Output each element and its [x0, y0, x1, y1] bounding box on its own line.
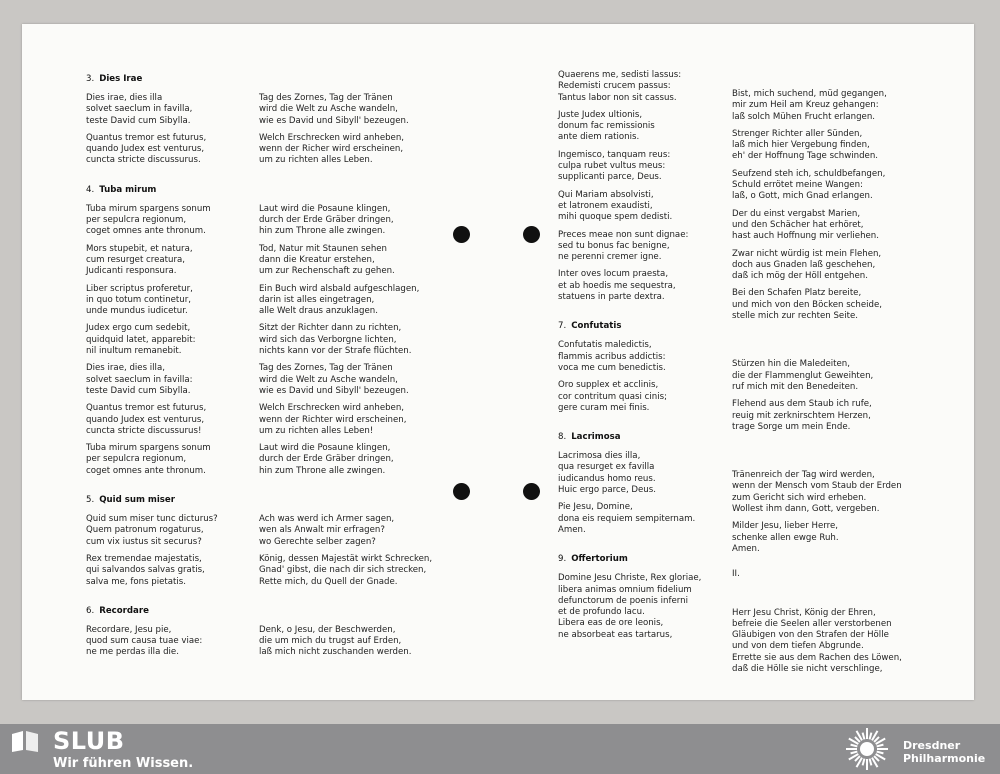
text-section	[558, 70, 730, 303]
verse-stanza: Tuba mirum spargens sonum per sepulcra regionum, coget omnes ante thronum.	[86, 443, 211, 476]
text-section	[732, 70, 922, 322]
sun-ray	[855, 737, 860, 742]
section-title: Offertorium	[571, 554, 628, 565]
verse-stanza: Quid sum miser tunc dicturus? Quem patronum rogaturus, cum vix iustus sit securus?	[86, 514, 218, 547]
section-heading	[259, 185, 439, 196]
verse-stanza: Juste Judex ultionis, donum fac remissionis ante diem rationis.	[558, 109, 655, 143]
section-title: Quid sum miser	[99, 495, 175, 506]
sun-ray	[874, 737, 879, 742]
verse-stanza: Der du einst vergabst Marien, und den Schächer hat erhöret, hast auch Hoffnung mir verliehen.	[732, 208, 879, 242]
verse-stanza: Tag des Zornes, Tag der Tränen wird die Welt zu Asche wandeln, wie es David und Sibyll' bezeugen.	[259, 363, 409, 396]
text-section	[558, 432, 730, 536]
section-number: 9.	[558, 554, 567, 565]
verse-stanza: Oro supplex et acclinis, cor contritum quasi cinis; gere curam mei finis.	[558, 380, 667, 413]
sun-ray	[877, 752, 884, 754]
verse-stanza: Pie Jesu, Domine, dona eis requiem sempiternam. Amen.	[558, 502, 696, 535]
verse-stanza: Quaerens me, sedisti lassus: Redemisti crucem passus: Tantus labor non sit cassus.	[558, 70, 682, 103]
verse-stanza: Tränenreich der Tag wird werden, wenn der Mensch vom Staub der Erden zum Gericht sich wird erheben. Wollest ihm dann, Gott, vergeben.	[732, 470, 902, 515]
verse-stanza: Liber scriptus proferetur, in quo totum continetur, unde mundus iudicetur.	[86, 283, 193, 317]
verse-stanza: Preces meae non sunt dignae: sed tu bonus fac benigne, ne perenni cremer igne.	[558, 229, 689, 263]
section-heading	[558, 554, 730, 565]
verse-stanza: Seufzend steh ich, schuldbefangen, Schuld errötet meine Wangen: laß, o Gott, mich Gnad erlangen.	[732, 168, 886, 202]
punch-hole	[523, 483, 540, 500]
sun-ray	[870, 759, 872, 766]
punch-hole	[453, 226, 470, 243]
sun-ray	[855, 756, 860, 761]
sun-ray	[874, 756, 879, 761]
text-section	[86, 495, 256, 588]
text-section	[86, 606, 256, 659]
verse-stanza: Ingemisco, tanquam reus: culpa rubet vultus meus: supplicanti parce, Deus.	[558, 149, 671, 183]
text-section	[259, 606, 439, 659]
section-heading	[558, 432, 730, 443]
text-section	[732, 589, 922, 676]
text-section	[259, 74, 439, 167]
verse-stanza: König, dessen Majestät wirkt Schrecken, Gnad' gibst, die nach dir sich strecken, Rette mich, du Quell der Gnade.	[259, 553, 433, 587]
verse-stanza: Dies irae, dies illa, solvet saeclum in favilla: teste David cum Sibylla.	[86, 363, 193, 396]
section-number: 7.	[558, 321, 567, 332]
verse-stanza: Mors stupebit, et natura, cum resurget creatura, Judicanti responsura.	[86, 243, 193, 277]
right-page-german-column	[732, 70, 922, 693]
left-page-german-column	[259, 74, 439, 677]
verse-stanza: Quantus tremor est futurus, quando Judex est venturus, cuncta stricte discussurus.	[86, 132, 207, 166]
section-heading	[732, 340, 922, 351]
section-number: 3.	[86, 74, 95, 84]
sun-ray	[851, 752, 858, 754]
sun-ray	[851, 745, 858, 747]
footer-bar	[0, 724, 1000, 774]
verse-stanza: Dies irae, dies illa solvet saeclum in favilla, teste David cum Sibylla.	[86, 93, 193, 126]
philharmonie-sun-logo	[840, 726, 894, 772]
verse-stanza: Laut wird die Posaune klingen, durch der Erde Gräber dringen, hin zum Throne alle zwingen.	[259, 443, 394, 476]
verse-stanza: Laut wird die Posaune klingen, durch der Erde Gräber dringen, hin zum Throne alle zwingen.	[259, 203, 394, 237]
verse-stanza: Tuba mirum spargens sonum per sepulcra regionum, coget omnes ante thronum.	[86, 203, 211, 237]
verse-stanza: Stürzen hin die Maledeiten, die der Flammenglut Geweihten, ruf mich mit den Benedeiten.	[732, 359, 874, 392]
verse-stanza: Flehend aus dem Staub ich rufe, reuig mit zerknirschtem Herzen, trage Sorge um mein Ende.	[732, 399, 872, 432]
section-title: Confutatis	[571, 321, 622, 332]
verse-stanza: Zwar nicht würdig ist mein Flehen, doch aus Gnaden laß geschehen, daß ich mög der Höll entgehen.	[732, 248, 882, 282]
verse-stanza: Tod, Natur mit Staunen sehen dann die Kreatur erstehen, um zur Rechenschaft zu gehen.	[259, 243, 395, 277]
verse-stanza: Lacrimosa dies illa, qua resurget ex favilla iudicandus homo reus. Huic ergo parce, Deus.	[558, 451, 656, 496]
slub-book-icon	[10, 730, 40, 752]
verse-stanza: Milder Jesu, lieber Herre, schenke allen ewge Ruh. Amen.	[732, 521, 839, 554]
verse-stanza: Bei den Schafen Platz bereite, und mich von den Böcken scheide, stelle mich zur rechten Seite.	[732, 288, 882, 322]
program-sheet	[22, 24, 974, 700]
punch-hole	[453, 483, 470, 500]
verse-stanza: Tag des Zornes, Tag der Tränen wird die Welt zu Asche wandeln, wie es David und Sibyll' bezeugen.	[259, 93, 409, 126]
text-section	[732, 340, 922, 433]
sun-ray	[877, 745, 884, 747]
verse-stanza: Confutatis maledictis, flammis acribus addictis: voca me cum benedictis.	[558, 340, 666, 373]
section-heading	[86, 606, 256, 617]
verse-stanza: Inter oves locum praesta, et ab hoedis me sequestra, statuens in parte dextra.	[558, 269, 676, 303]
verse-stanza: Sitzt der Richter dann zu richten, wird sich das Verborgne lichten, nichts kann vor der Strafe flüchten.	[259, 323, 412, 357]
verse-stanza: Denk, o Jesu, der Beschwerden, die um mich du trugst auf Erden, laß mich nicht zuschanden werden.	[259, 624, 412, 658]
section-heading	[86, 185, 256, 196]
section-heading	[732, 589, 922, 600]
text-section	[732, 451, 922, 580]
section-heading	[259, 606, 439, 617]
verse-stanza: Qui Mariam absolvisti, et latronem exaudisti, mihi quoque spem dedisti.	[558, 189, 673, 223]
section-number: 5.	[86, 495, 95, 506]
part-marker: II.	[732, 569, 740, 580]
section-heading	[558, 321, 730, 332]
section-title: Recordare	[99, 605, 149, 616]
verse-stanza: Herr Jesu Christ, König der Ehren, befreie die Seelen aller verstorbenen Gläubigen von den Strafen der Hölle und von dem tiefen Abgrunde. Errette sie aus dem Rachen des Löwen, daß die Hölle sie nicht verschlinge,	[732, 607, 902, 674]
section-number: 4.	[86, 184, 95, 195]
library-name: SLUB	[53, 727, 125, 755]
section-heading	[86, 74, 256, 85]
text-section	[259, 495, 439, 588]
library-tagline: Wir führen Wissen.	[53, 756, 194, 771]
verse-stanza: Domine Jesu Christe, Rex gloriae, libera animas omnium fidelium defunctorum de poenis inferni et de profundo lacu. Libera eas de ore leonis, ne absorbeat eas tartarus,	[558, 573, 702, 640]
section-title: Lacrimosa	[571, 432, 621, 443]
text-section	[259, 185, 439, 477]
text-section	[558, 321, 730, 414]
verse-stanza: Ach was werd ich Armer sagen, wen als Anwalt mir erfragen? wo Gerechte selber zagen?	[259, 514, 395, 547]
punch-hole	[523, 226, 540, 243]
right-page-latin-column	[558, 70, 730, 659]
verse-stanza: Quantus tremor est futurus, quando Judex est venturus, cuncta stricte discussurus!	[86, 403, 207, 436]
section-title: Tuba mirum	[99, 184, 157, 195]
section-heading	[732, 451, 922, 462]
sun-ray	[863, 759, 865, 766]
orchestra-name: Dresdner Philharmonie	[903, 739, 986, 765]
text-section	[86, 74, 256, 167]
section-number: 8.	[558, 432, 567, 443]
left-page-latin-column	[86, 74, 256, 677]
verse-stanza: Strenger Richter aller Sünden, laß mich hier Vergebung finden, eh' der Hoffnung Tage schwinden.	[732, 128, 879, 162]
verse-stanza: Ein Buch wird alsbald aufgeschlagen, darin ist alles eingetragen, alle Welt draus anzuklagen.	[259, 283, 420, 317]
verse-stanza: Welch Erschrecken wird anheben, wenn der Richer wird erscheinen, um zu richten alles Leben.	[259, 132, 405, 166]
verse-stanza: Judex ergo cum sedebit, quidquid latet, apparebit: nil inultum remanebit.	[86, 323, 196, 357]
section-heading	[86, 495, 256, 506]
verse-stanza: Bist, mich suchend, müd gegangen, mir zum Heil am Kreuz gehangen: laß solch Mühen Frucht erlangen.	[732, 89, 887, 122]
text-section	[86, 185, 256, 477]
section-number: 6.	[86, 605, 95, 616]
verse-stanza: Recordare, Jesu pie, quod sum causa tuae viae: ne me perdas illa die.	[86, 624, 203, 658]
section-heading	[259, 495, 439, 506]
text-section	[558, 554, 730, 641]
section-title: Dies Irae	[99, 74, 143, 84]
sun-ray	[870, 733, 872, 740]
sun-ray	[863, 733, 865, 740]
verse-stanza: Welch Erschrecken wird anheben, wenn der Richter wird erscheinen, um zu richten alles Leben!	[259, 403, 407, 436]
verse-stanza: Rex tremendae majestatis, qui salvandos salvas gratis, salva me, fons pietatis.	[86, 553, 205, 587]
